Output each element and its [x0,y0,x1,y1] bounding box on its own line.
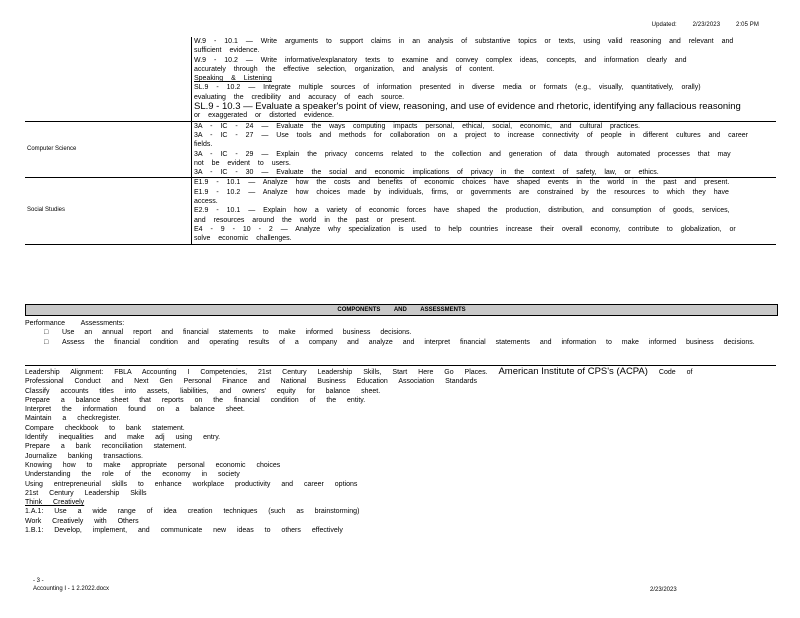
leadership-line: Prepare a bank reconciliation statement. [25,443,187,451]
updated-stamp [652,21,759,30]
alignment-org: American Institute of CPS's (ACPA) [498,366,648,377]
components-header: COMPONENTS AND ASSESSMENTS [25,304,778,316]
standard-line: sufficient evidence. [194,47,260,55]
section-divider [25,365,776,366]
leadership-line: 1.A.1: Use a wide range of idea creation techniques (such as brainstorming) [25,508,360,516]
standard-line: 3A - IC - 30 — Evaluate the social and economic implications of privacy in the context of safety, law, or ethics. [194,169,659,177]
standards-cell [192,178,777,244]
updated-date: 2/23/2023 [692,22,721,28]
updated-time: 2:05 PM [735,22,759,28]
leadership-alignment [25,367,776,377]
leadership-line: Knowing how to make appropriate personal economic choices [25,461,281,469]
standard-line: W.9 - 10.2 — Write informative/explanatory texts to examine and convey complex ideas, concepts, and information clearly and [194,56,687,64]
leadership-line: Work Creatively with Others [25,517,139,525]
file-name: Accounting I - 1 2.2022.docx [33,586,110,592]
standard-line: E1.9 - 10.1 — Analyze how the costs and benefits of economic choices have shaped events in the world in the past and present. [194,179,730,187]
standards-row-cs [25,121,776,178]
standard-line: not be evident to users. [194,159,291,167]
performance-bullet [25,338,776,347]
standard-line: SL.9 - 10.3 — Evaluate a speaker's point of view, reasoning, and use of evidence and rhetoric, identifying any fallacious reasoning [194,101,741,113]
leadership-line: 21st Century Leadership Skills [25,489,147,497]
standard-line: 3A - IC - 24 — Evaluate the ways computing impacts personal, ethical, social, economic, and cultural practices. [194,122,640,130]
alignment-tail: Code of [658,369,693,376]
leadership-line: Journalize banking transactions. [25,452,144,460]
standard-line: 3A - IC - 27 — Use tools and methods for collaboration on a project to increase connectivity of people in different cultures and career [194,131,748,139]
footer-left [33,577,109,593]
subject-cell [25,37,192,121]
page-number: - 3 - [33,578,44,584]
standards-row-ela [25,37,776,121]
standard-line: E2.9 - 10.1 — Explain how a variety of economic forces have shaped the production, distribution, and consumption of goods, services, [194,207,730,215]
standards-table [25,37,776,245]
performance-bullet [25,328,776,337]
leadership-line: Identify inequalities and make adj using entry. [25,434,221,442]
performance-bullet-text: Use an annual report and financial statements to make informed business decisions. [62,329,412,337]
performance-bullet-text: Assess the financial condition and operating results of a company and analyze and interpret financial statements and information to make informed business decisions. [62,338,755,346]
standard-line: fields. [194,141,213,149]
standards-row-ss [25,178,776,244]
standard-line: evaluating the credibility and accuracy of each source. [194,93,405,101]
leadership-line: Prepare a balance sheet that reports on the financial condition of the entity. [25,396,366,404]
standard-line: SL.9 - 10.2 — Integrate multiple sources of information presented in diverse media or formats (e.g., visually, quantitatively, orally) [194,84,701,92]
subject-cell: Computer Science [25,121,192,178]
subject-cell: Social Studies [25,178,192,244]
leadership-line: Classify accounts titles into assets, liabilities, and owners' equity for balance sheet. [25,387,381,395]
leadership-line: Interpret the information found on a balance sheet. [25,406,245,414]
performance-assessments [25,319,776,347]
standard-line: accurately through the effective selection, organization, and analysis of content. [194,65,495,73]
alignment-text: Leadership Alignment: FBLA Accounting I Competencies, 21st Century Leadership Skills, Start Here Go Places. [25,369,488,376]
leadership-line: Professional Conduct and Next Gen Personal Finance and National Business Education Association Standards [25,378,477,386]
standard-line: 3A - IC - 29 — Explain the privacy concerns related to the collection and generation of data through automated processes that may [194,150,731,158]
footer-date: 2/23/2023 [650,587,677,593]
standards-cell [192,37,777,121]
standard-line: or exaggerated or distorted evidence. [194,112,334,120]
leadership-line: Using entrepreneurial skills to enhance workplace productivity and career options [25,480,358,488]
standard-line: solve economic challenges. [194,235,292,243]
standards-cell [192,121,777,178]
updated-label: Updated: [651,22,677,28]
standard-line: E1.9 - 10.2 — Analyze how choices made by individuals, firms, or governments are constrained by the resources to which they have [194,188,729,196]
leadership-line: Maintain a checkregister. [25,415,121,423]
leadership-line: Compare checkbook to bank statement. [25,424,185,432]
standard-line: E4 - 9 - 10 - 2 — Analyze why specialization is used to help countries increase their overall economy, contribute to globalization, or [194,225,736,233]
performance-title: Performance Assessments: [25,320,125,327]
leadership-subheading: Think Creatively [25,499,85,507]
leadership-line: 1.B.1: Develop, implement, and communicate new ideas to others effectively [25,527,343,535]
section-heading: Speaking & Listening [194,75,272,83]
leadership-section [25,367,776,535]
checkbox-icon: □ [44,338,49,346]
standard-line: and resources around the world in the past or present. [194,216,417,224]
standard-line: W.9 - 10.1 — Write arguments to support claims in an analysis of substantive topics or texts, using valid reasoning and relevant and [194,38,734,45]
checkbox-icon: □ [44,329,49,337]
standard-line: access. [194,198,218,206]
leadership-line: Understanding the role of the economy in society [25,471,240,479]
